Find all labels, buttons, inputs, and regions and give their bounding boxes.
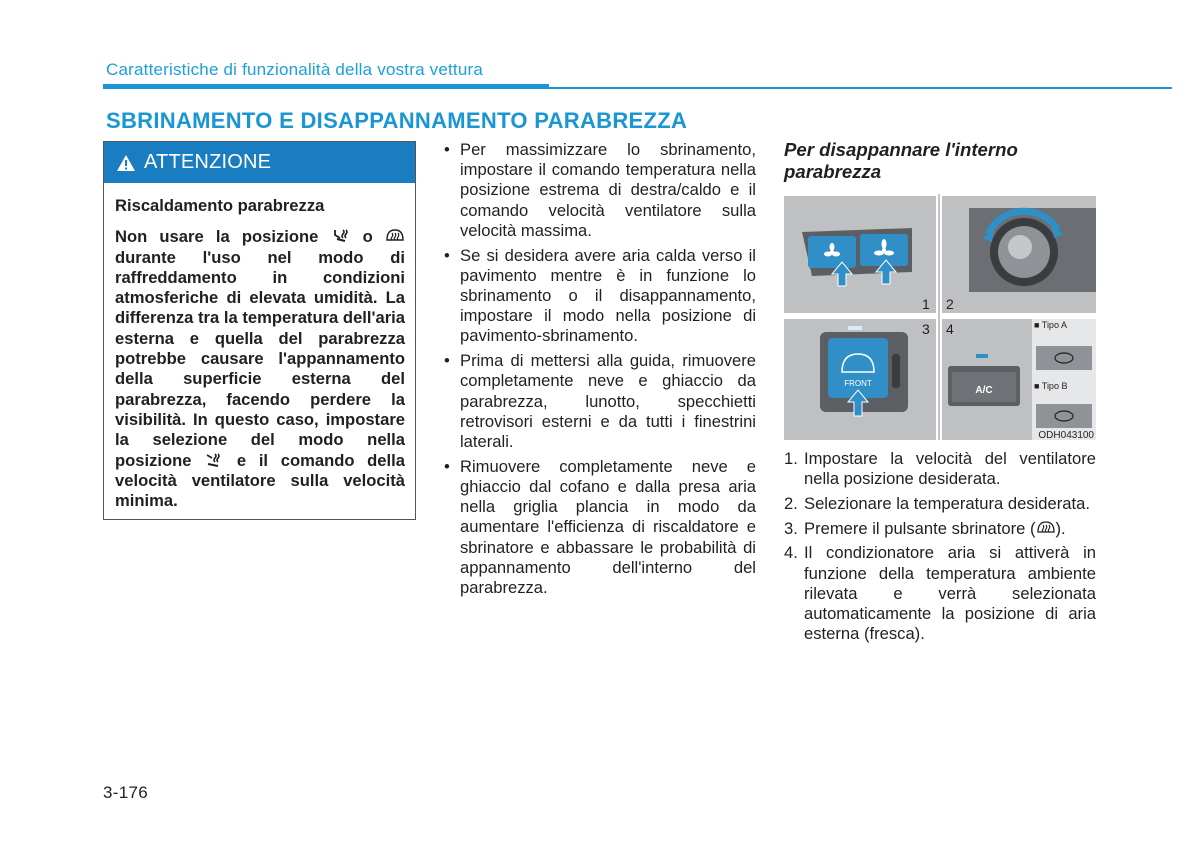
list-item [784,449,1096,489]
warning-text-part: Non usare la posizione [115,227,319,247]
callout-2: 2 [946,296,954,312]
list-item-text: Rimuovere completamente neve e ghiaccio dal cofano e dalla presa aria nella griglia plancia in modo da aumentare l'efficienza di riscaldatore e sbrinatore e abbassare le probabilità di appannamento dell'interno del parabrezza. [460,456,756,598]
step-text: ). [1055,518,1066,538]
bullet-list [442,140,756,603]
front-label: FRONT [844,379,872,388]
callout-4: 4 [946,321,954,337]
warning-text-part: o [362,227,373,247]
list-item-text: Per massimizzare lo sbrinamento, impostare il comando temperatura nella posizione estrema di destra/caldo e il comando velocità ventilatore sulla velocità massima. [460,140,756,240]
defrost-icon [385,228,405,244]
warning-box [103,141,416,520]
ac-label: A/C [975,385,993,396]
list-item [784,543,1096,644]
list-item [442,457,756,598]
indicator-light [976,354,988,358]
list-item [442,246,756,347]
floor-defrost-mode-icon [204,452,224,468]
warning-text-part: durante l'uso nel modo di raffreddamento in condizioni atmosferiche di elevata umidità. La differenza tra la temperatura dell'aria esterna e quella del parabrezza potrebbe causare l'appannamento della superficie esterna del parabrezza, facendo perdere la visibilità. In questo caso, impostare la selezione del modo nella posizione [115,247,405,470]
warning-triangle-icon [116,154,136,172]
warning-text-part: e il comando della velocità ventilatore sulla velocità minima. [115,450,405,511]
front-defrost-button [828,338,888,398]
knob-highlight [1008,235,1032,259]
tipo-b-label: ■ Tipo B [1034,381,1068,391]
list-item [784,519,1096,539]
list-item [442,351,756,452]
steps-list [784,449,1096,649]
indicator-light [848,326,862,330]
list-item [442,140,756,241]
warning-body [104,183,415,511]
list-item-text: Prima di mettersi alla guida, rimuovere completamente neve e ghiaccio da parabrezza, lunotto, specchietti retrovisori esterni e da tutti i finestrini laterali. [460,351,756,452]
step-text: Impostare la velocità del ventilatore nella posizione desiderata. [804,449,1096,489]
floor-defrost-mode-icon [331,228,351,244]
warning-subtitle: Riscaldamento parabrezza [115,196,325,215]
step-text: Il condizionatore aria si attiverà in funzione della temperatura ambiente rilevata e verrà selezionata automaticamente la posizione di aria esterna (fresca). [804,543,1096,644]
callout-3: 3 [922,321,930,337]
tipo-a-label: ■ Tipo A [1034,320,1067,330]
list-item-text: Se si desidera avere aria calda verso il pavimento mentre è in funzione lo sbrinamento o il disappannamento, impostare il modo nella posizione di pavimento-sbrinamento. [460,245,756,346]
recirc-button-a [1036,346,1092,370]
bullet-marker: • [444,140,450,159]
recirc-button-b [1036,404,1092,428]
step-number: 4. [784,543,798,563]
step-text: Premere il pulsante sbrinatore ( [804,518,1036,538]
header-rule-thin [549,87,1172,89]
subsection-heading: Per disappannare l'interno parabrezza [784,139,1018,182]
defrost-icon [1036,520,1056,536]
list-item [784,494,1096,514]
indicator-slot [892,354,900,388]
bullet-marker: • [444,456,450,476]
control-panel-illustration [784,194,1096,440]
step-text: Selezionare la temperatura desiderata. [804,493,1090,513]
callout-1: 1 [922,296,930,312]
bullet-marker: • [444,351,450,371]
step-number: 1. [784,449,798,468]
step-number: 3. [784,518,798,538]
header-rule-thick [103,84,549,89]
running-header: Caratteristiche di funzionalità della vostra vettura [106,60,484,79]
section-title: SBRINAMENTO E DISAPPANNAMENTO PARABREZZA [106,108,688,133]
warning-text [115,227,405,511]
figure-code: ODH043100 [1038,430,1094,440]
warning-header [104,142,415,183]
bullet-marker: • [444,245,450,265]
step-number: 2. [784,493,798,513]
page-number: 3-176 [103,783,148,802]
warning-title: ATTENZIONE [144,151,272,173]
